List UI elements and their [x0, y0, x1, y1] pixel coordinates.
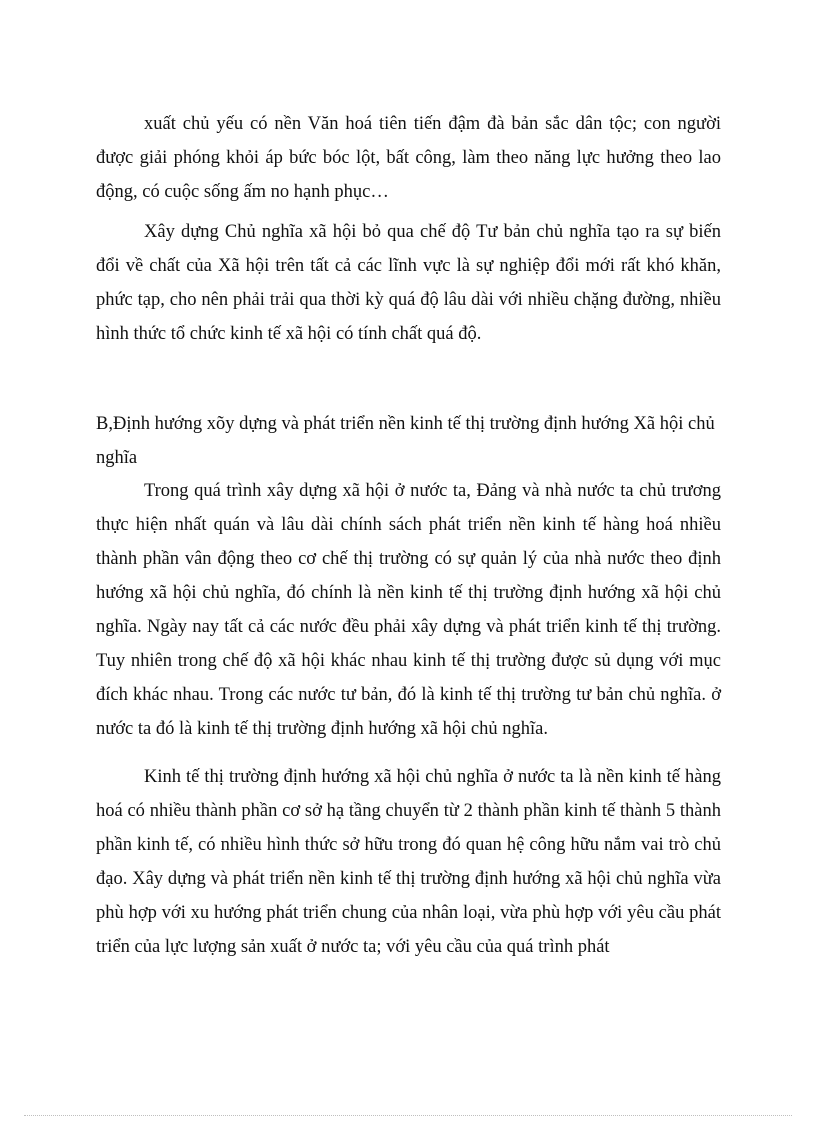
section-heading: B,Định hướng xõy dựng và phát triển nền kinh tế thị trường định hướng Xã hội chủ nghĩa: [96, 414, 715, 468]
paragraph-1: xuất chủ yếu có nền Văn hoá tiên tiến đậm đà bản sắc dân tộc; con người được giải phóng khỏi áp bức bóc lột, bất công, làm theo năng lực hưởng theo lao động, có cuộc sống ấm no hạnh phục…: [96, 114, 721, 202]
paragraph-block-4: [96, 760, 721, 964]
paragraph-block-3: [96, 474, 721, 746]
paragraph-block-2: [96, 215, 721, 351]
page-bottom-divider: [24, 1115, 792, 1116]
paragraph-3: Trong quá trình xây dựng xã hội ở nước ta, Đảng và nhà nước ta chủ trương thực hiện nhất quán và lâu dài chính sách phát triển nền kinh tế hàng hoá nhiều thành phần vân động theo cơ chế thị trường có sự quản lý của nhà nước theo định hướng xã hội chủ nghĩa, đó chính là nền kinh tế thị trường định hướng xã hội chủ nghĩa. Ngày nay tất cả các nước đều phải xây dựng và phát triển kinh tế thị trường. Tuy nhiên trong chế độ xã hội khác nhau kinh tế thị trường được sủ dụng với mục đích khác nhau. Trong các nước tư bản, đó là kinh tế thị trường tư bản chủ nghĩa. ở nước ta đó là kinh tế thị trường định hướng xã hội chủ nghĩa.: [96, 481, 721, 739]
paragraph-2: Xây dựng Chủ nghĩa xã hội bỏ qua chế độ Tư bản chủ nghĩa tạo ra sự biến đổi về chất của Xã hội trên tất cả các lĩnh vực là sự nghiệp đổi mới rất khó khăn, phức tạp, cho nên phải trải qua thời kỳ quá độ lâu dài với nhiều chặng đường, nhiều hình thức tổ chức kinh tế xã hội có tính chất quá độ.: [96, 222, 721, 344]
paragraph-4: Kinh tế thị trường định hướng xã hội chủ nghĩa ở nước ta là nền kinh tế hàng hoá có nhiều thành phần cơ sở hạ tầng chuyển từ 2 thành phần kinh tế thành 5 thành phần kinh tế, có nhiều hình thức sở hữu trong đó quan hệ công hữu nắm vai trò chủ đạo. Xây dựng và phát triển nền kinh tế thị trường định hướng xã hội chủ nghĩa vừa phù hợp với xu hướng phát triển chung của nhân loại, vừa phù hợp với yêu cầu phát triển của lực lượng sản xuất ở nước ta; với yêu cầu của quá trình phát: [96, 767, 721, 957]
paragraph-continuation: [96, 107, 721, 209]
